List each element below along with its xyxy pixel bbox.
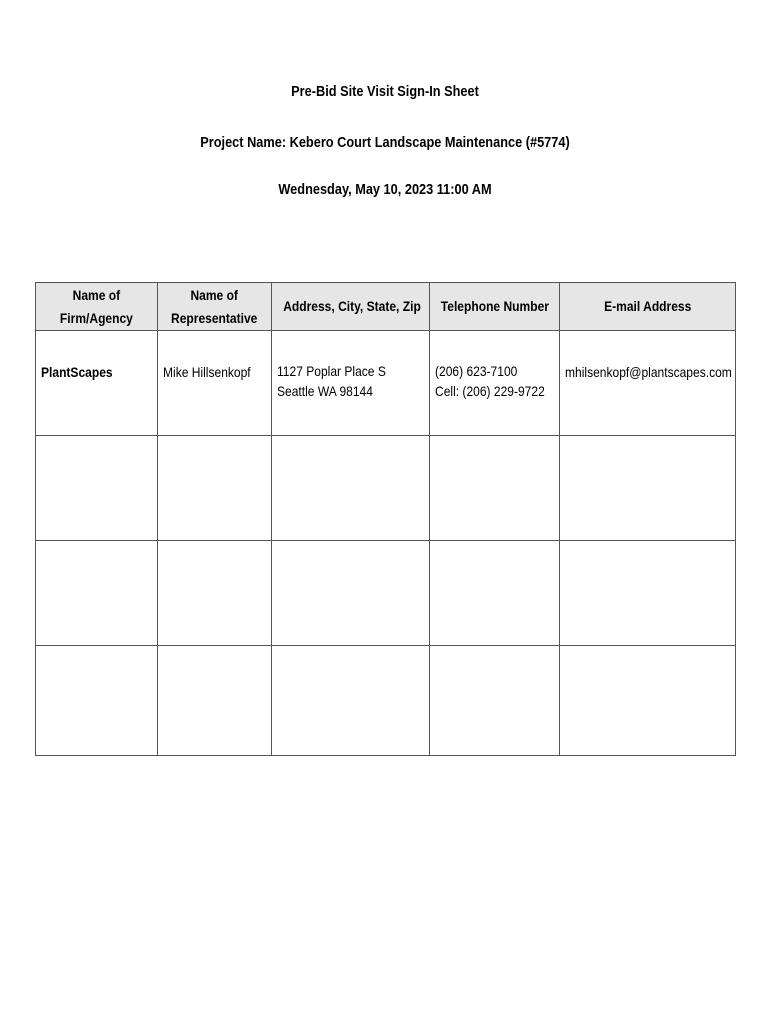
cell-address [272, 541, 430, 646]
address-line1: 1127 Poplar Place S [277, 363, 386, 379]
cell-representative [158, 331, 272, 436]
header-rep-line2: Representative [171, 309, 258, 326]
visit-date: Wednesday, May 10, 2023 11:00 AM [278, 182, 492, 198]
cell-representative [158, 646, 272, 756]
header-firm-line2: Firm/Agency [60, 309, 133, 326]
header-email-label: E-mail Address [603, 298, 692, 314]
header-address-label: Address, City, State, Zip [283, 298, 421, 314]
cell-representative [158, 541, 272, 646]
header-representative [158, 283, 272, 331]
cell-phone [430, 436, 560, 541]
sign-in-table [35, 282, 736, 756]
header-firm [36, 283, 158, 331]
email-address: mhilsenkopf@plantscapes.com [565, 364, 732, 380]
table-row [36, 331, 736, 436]
header-row [36, 283, 736, 331]
cell-firm [36, 331, 158, 436]
cell-firm [36, 646, 158, 756]
header-firm-line1: Name of [72, 286, 121, 303]
address-line2: Seattle WA 98144 [277, 383, 373, 399]
cell-address [272, 646, 430, 756]
cell-email [560, 331, 736, 436]
cell-firm [36, 541, 158, 646]
table-row [36, 541, 736, 646]
cell-email [560, 436, 736, 541]
header-email [560, 283, 736, 331]
firm-name: PlantScapes [41, 364, 113, 380]
cell-representative [158, 436, 272, 541]
cell-phone [430, 646, 560, 756]
cell-phone [430, 331, 560, 436]
cell-email [560, 646, 736, 756]
cell-phone [430, 541, 560, 646]
representative-name: Mike Hillsenkopf [163, 364, 251, 380]
document-title: Pre-Bid Site Visit Sign-In Sheet [291, 84, 479, 100]
header-rep-line1: Name of [190, 286, 239, 303]
phone-line2: Cell: (206) 229-9722 [435, 383, 545, 399]
header-address [272, 283, 430, 331]
table-row [36, 436, 736, 541]
table-row [36, 646, 736, 756]
header-phone [430, 283, 560, 331]
cell-address [272, 331, 430, 436]
cell-address [272, 436, 430, 541]
header-phone-label: Telephone Number [440, 298, 549, 314]
project-name: Project Name: Kebero Court Landscape Maintenance (#5774) [200, 135, 570, 151]
cell-email [560, 541, 736, 646]
cell-firm [36, 436, 158, 541]
phone-line1: (206) 623-7100 [435, 363, 518, 379]
